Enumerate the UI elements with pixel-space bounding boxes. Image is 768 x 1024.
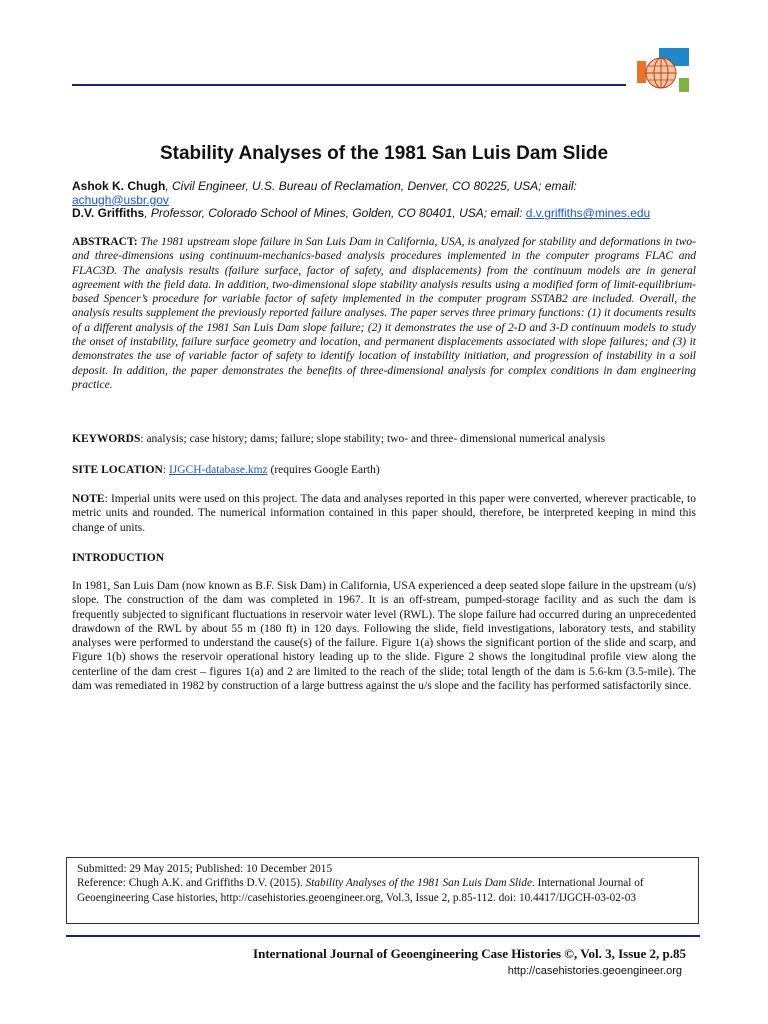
note-text: : Imperial units were used on this project. The data and analyses reported in this paper were converted, wherever practicable, to metric units and rounded. The numerical information contained in this paper should, therefore, be interpreted keeping in mind this change of units. [72,493,696,534]
author-1 [72,180,702,194]
globe-icon [637,48,689,94]
author-block [72,180,702,221]
site-location [72,463,696,477]
kmz-link[interactable]: IJGCH-database.kmz [168,464,268,476]
site-location-suffix: (requires Google Earth) [267,464,380,476]
note-label: NOTE [72,493,105,505]
author-1-email-line [72,194,702,208]
abstract-label: ABSTRACT: [72,236,138,248]
author-email-link[interactable]: achugh@usbr.gov [72,192,169,207]
citation-prefix: Reference: Chugh A.K. and Griffiths D.V. (2015). [77,877,306,890]
citation-title: Stability Analyses of the 1981 San Luis Dam Slide [305,877,532,890]
abstract-text: The 1981 upstream slope failure in San Luis Dam in California, USA, is analyzed for stability and deformations in two- and three-dimensions using continuum-mechanics-based analysis procedures implemented in the computer programs FLAC and FLAC3D. The analysis results (failure surface, factor of safety, and displacements) from the continuum models are in general agreement with the field data. In addition, two-dimensional slope stability analysis results using a modified form of limit-equilibrium-based Spencer’s procedure for variable factor of safety implemented in the computer program SSTAB2 are included. Overall, the analysis results supplement the previously reported failure analyses. The paper serves three primary functions: (1) it documents results of a different analysis of the 1981 San Luis Dam slope failure; (2) it demonstrates the use of 2-D and 3-D continuum models to study the onset of instability, failure surface geometry and location, and permanent displacements associated with slope failures; and (3) it demonstrates the use of variable factor of safety to identify location of instability initiation, and progression of instability in a soil deposit. In addition, the paper demonstrates the benefits of three-dimensional analysis for complex conditions in dam engineering practice. [72,236,696,391]
footer-rule [66,935,700,937]
citation-suffix: . International Journal of Geoengineering Case histories, http://casehistories.geoengineer.org, Vol.3, Issue 2, p.85-112. doi: 10.4417/IJGCH-03-02-03 [77,877,644,904]
citation [77,876,688,905]
keywords-text: : analysis; case history; dams; failure; slope stability; two- and three- dimensional numerical analysis [140,433,606,445]
keywords-label: KEYWORDS [72,433,141,445]
submission-dates: Submitted: 29 May 2015; Published: 10 December 2015 [77,863,333,875]
journal-footer: International Journal of Geoengineering Case Histories ©, Vol. 3, Issue 2, p.85 [253,946,686,961]
site-location-sep: : [162,464,169,476]
abstract [72,235,696,392]
author-affiliation: , Civil Engineer, U.S. Bureau of Reclamation, Denver, CO 80225, USA; email: [165,179,577,193]
reference-box [66,857,699,924]
author-email-link[interactable]: d.v.griffiths@mines.edu [525,206,651,221]
journal-url: http://casehistories.geoengineer.org [507,965,682,977]
introduction-heading: INTRODUCTION [72,552,165,564]
introduction-text: In 1981, San Luis Dam (now known as B.F. Sisk Dam) in California, USA experienced a deep seated slope failure in the upstream (u/s) slope. The construction of the dam was completed in 1967. It is an off-stream, pumped-storage facility and as such the dam is frequently subjected to significant fluctuations in reservoir water level (RWL). The slope failure had occurred during an unprecedented drawdown of the RWL by about 55 m (180 ft) in 120 days. Following the slide, field investigations, laboratory tests, and stability analyses were performed to understand the cause(s) of the failure. Figure 1(a) shows the significant portion of the slide and scarp, and Figure 1(b) shows the reservoir operational history leading up to the slide. Figure 2 shows the longitudinal profile view along the centerline of the dam crest – figures 1(a) and 2 are limited to the reach of the slide; total length of the dam is 5.6-km (3.5-mile). The dam was remediated in 1982 by construction of a large buttress against the u/s slope and the facility has performed satisfactorily since. [72,580,696,693]
header-rule [72,84,626,86]
author-name: D.V. Griffiths [72,206,145,221]
author-affiliation: , Professor, Colorado School of Mines, Golden, CO 80401, USA; email: [144,206,523,221]
author-name: Ashok K. Chugh [72,179,166,193]
paper-title: Stability Analyses of the 1981 San Luis Dam Slide [159,143,609,164]
site-location-label: SITE LOCATION [72,464,163,476]
author-2 [72,207,702,221]
keywords [72,432,696,446]
units-note [72,492,696,535]
